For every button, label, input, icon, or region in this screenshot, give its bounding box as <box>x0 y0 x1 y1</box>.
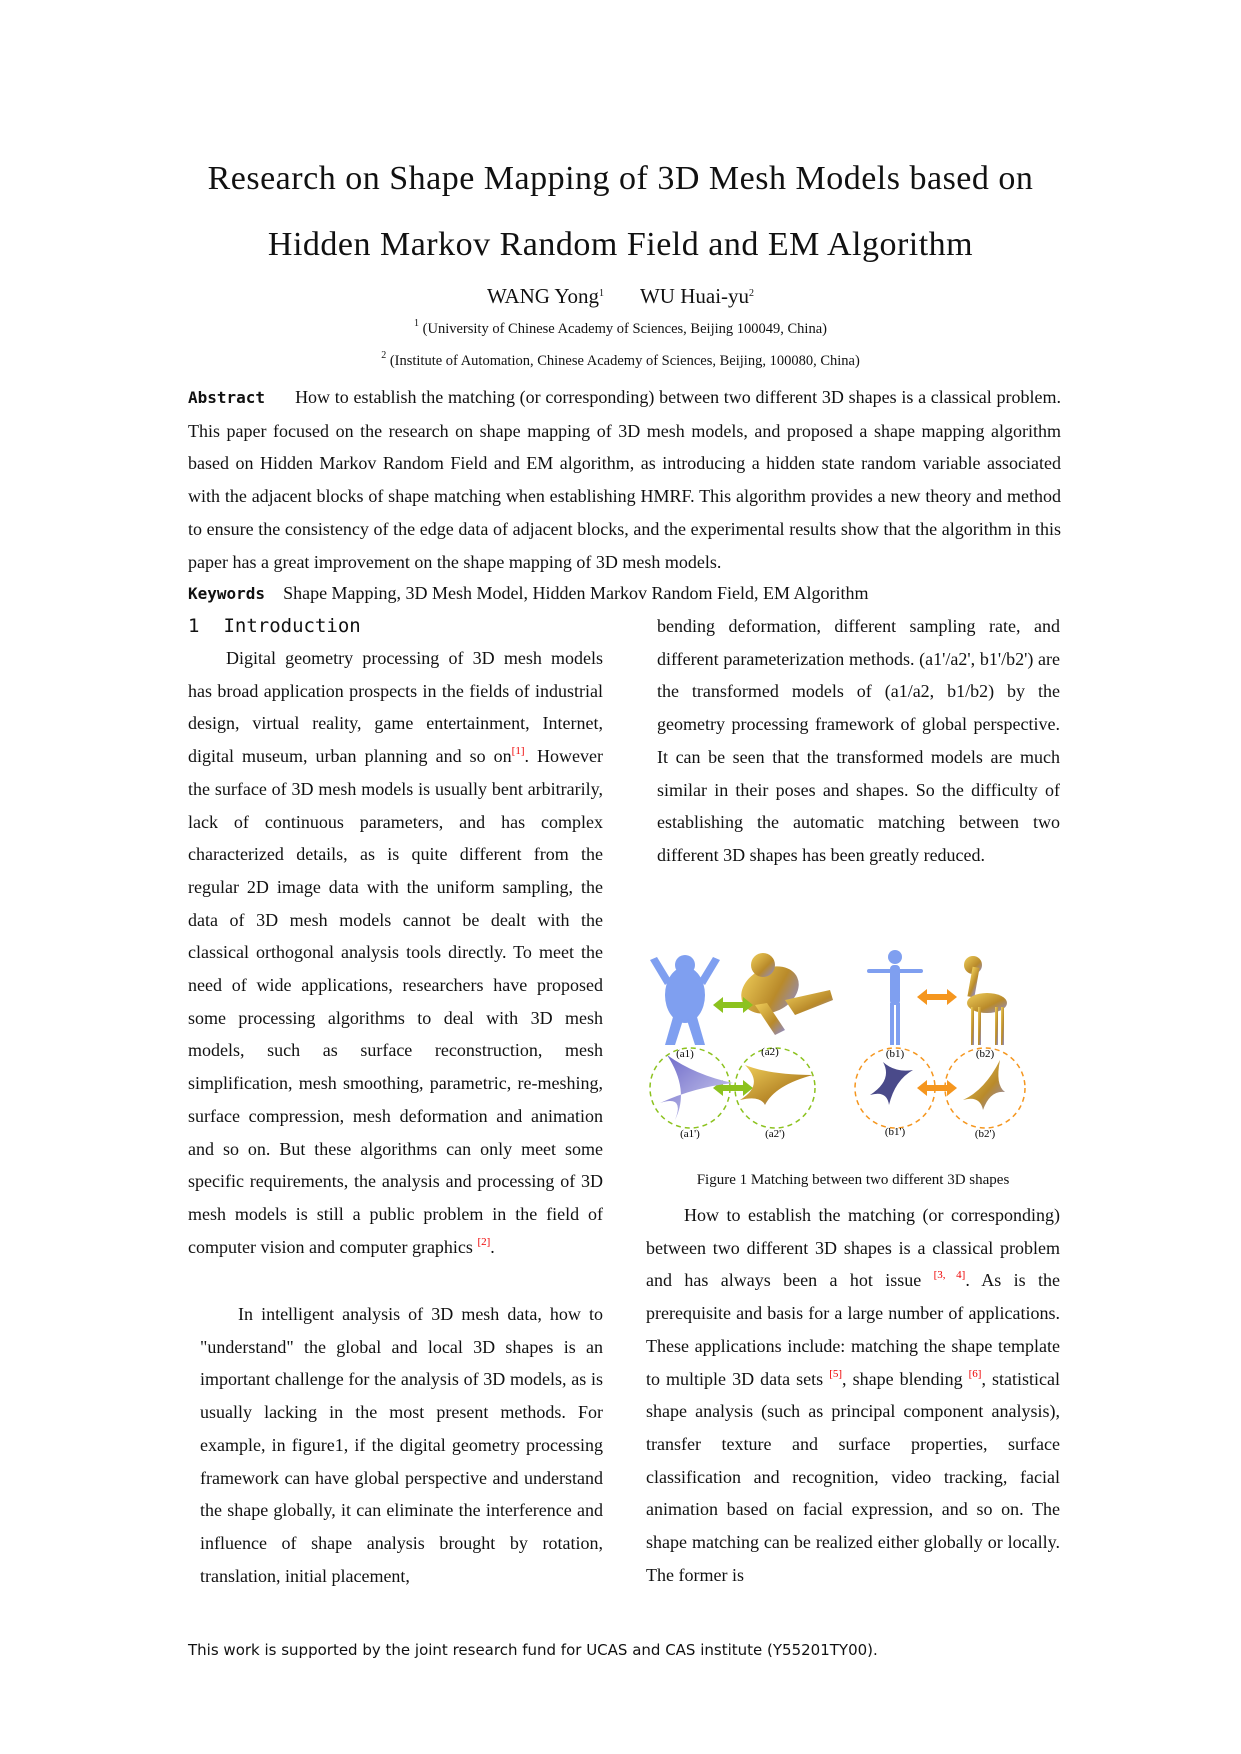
transformed-shape-b1 <box>870 1062 913 1105</box>
keywords <box>188 577 1061 611</box>
section-number: 1 <box>188 615 200 637</box>
citation-ref[interactable]: [5] <box>829 1367 843 1380</box>
model-b1-human <box>867 950 923 1045</box>
section-heading <box>188 610 361 643</box>
figure-label: (a1) <box>676 1048 694 1060</box>
model-b2-deer <box>964 956 1007 1045</box>
affiliation-2 <box>0 350 1241 370</box>
section-title: Introduction <box>223 615 361 637</box>
paragraph-text: How to establish the matching (or corresponding) between two different 3D shapes is a classical problem and has always been a hot issue <box>646 1205 1060 1291</box>
affiliation-text: (Institute of Automation, Chinese Academy of Sciences, Beijing, 100080, China) <box>389 353 860 369</box>
author-name: WU Huai-yu <box>639 284 750 308</box>
figure-label: (a2) <box>761 1046 779 1058</box>
figure-label: (b1') <box>884 1126 906 1138</box>
figure-label: (b2) <box>975 1048 995 1060</box>
paragraph-right-1 <box>657 610 1060 872</box>
paragraph-text: Digital geometry processing of 3D mesh models has broad application prospects in the fields of industrial design, virtual reality, game entertainment, Internet, digital museum, urban planning and so on <box>188 648 603 767</box>
paragraph-text: . However the surface of 3D mesh models is usually bent arbitrarily, lack of continuous parameters, and has complex characterized details, as is quite different from the regular 2D image data with the uniform sampling, the data of 3D mesh models cannot be dealt with the classical orthogonal analysis tools directly. To meet the need of wide applications, researchers have proposed some processing algorithms to deal with 3D mesh models, such as surface reconstruction, mesh simplification, mesh smoothing, parametric, re-meshing, surface compression, mesh deformation and animation and so on. But these algorithms can only meet some specific requirements, the analysis and processing of 3D mesh models is still a public problem in the field of computer vision and computer graphics <box>188 746 603 1257</box>
affiliation-sup: 1 <box>414 318 420 329</box>
paper-title-line-1: Research on Shape Mapping of 3D Mesh Models based on <box>207 160 1034 197</box>
affiliation-sup: 2 <box>381 350 387 361</box>
keywords-text: Shape Mapping, 3D Mesh Model, Hidden Markov Random Field, EM Algorithm <box>283 583 869 603</box>
figure-label: (b1) <box>885 1048 905 1060</box>
affiliation-text: (University of Chinese Academy of Sciences, Beijing 100049, China) <box>422 321 827 337</box>
abstract <box>188 381 1061 578</box>
citation-ref[interactable]: [1] <box>511 745 525 758</box>
transformed-shape-a2 <box>740 1065 813 1105</box>
funding-footnote: This work is supported by the joint research fund for UCAS and CAS institute (Y55201TY00). <box>188 1641 878 1659</box>
abstract-text: How to establish the matching (or corresponding) between two different 3D shapes is a classical problem. This paper focused on the research on shape mapping of 3D mesh models, and proposed a shape mapping algorithm based on Hidden Markov Random Field and EM algorithm, as introducing a hidden state random variable associated with the adjacent blocks of shape matching when establishing HMRF. This algorithm provides a new theory and method to ensure the consistency of the edge data of adjacent blocks, and the experimental results show that the algorithm in this paper has a great improvement on the shape mapping of 3D mesh models. <box>188 387 1061 572</box>
paragraph-left-1 <box>188 642 603 1263</box>
figure-caption: Figure 1 Matching between two different 3D shapes <box>696 1172 1010 1188</box>
paragraph-text: In intelligent analysis of 3D mesh data, how to "understand" the global and local 3D shapes is an important challenge for the analysis of 3D models, as is usually lacking in the most present methods. For example, in figure1, if the digital geometry processing framework can have global perspective and understand the shape globally, it can eliminate the interference and influence of shape analysis brought by rotation, translation, initial placement, <box>200 1304 603 1586</box>
model-a2-armadillo-pose <box>734 953 833 1035</box>
paragraph-text: , shape blending <box>842 1368 969 1389</box>
paper-title-line-2: Hidden Markov Random Field and EM Algorithm <box>267 226 974 263</box>
affiliation-1 <box>0 318 1241 338</box>
transformed-shape-b2 <box>963 1060 1005 1110</box>
paragraph-text: , statistical shape analysis (such as principal component analysis), transfer texture and surface properties, surface classification and recognition, video tracking, facial animation based on facial expression, and so on. The shape matching can be realized either globally or locally. The former is <box>646 1368 1060 1585</box>
paragraph-text: . As is the prerequisite and basis for a large number of applications. These applications include: matching the shape template to multiple 3D data sets <box>646 1270 1061 1389</box>
double-arrow-icon <box>917 989 957 1005</box>
double-arrow-icon <box>917 1080 957 1096</box>
model-a1-armadillo <box>650 955 720 1045</box>
citation-ref[interactable]: [2] <box>477 1235 491 1248</box>
citation-ref[interactable]: [6] <box>968 1367 982 1380</box>
paragraph-right-2 <box>646 1199 1060 1591</box>
author-sup: 1 <box>598 288 604 299</box>
author-sup: 2 <box>749 288 755 299</box>
author-name: WANG Yong <box>486 284 599 308</box>
figure-label: (b2') <box>974 1128 996 1140</box>
paragraph-left-2 <box>200 1298 603 1592</box>
authors <box>0 284 1241 309</box>
keywords-label: Keywords <box>188 584 266 603</box>
figure-label: (a2') <box>765 1128 785 1140</box>
citation-ref[interactable]: [3, 4] <box>933 1269 966 1282</box>
paragraph-text: bending deformation, different sampling rate, and different parameterization methods. (a1'/a2', b1'/b2') are the transformed models of (a1/a2, b1/b2) by the geometry processing framework of global perspective. It can be seen that the transformed models are much similar in their poses and shapes. So the difficulty of establishing the automatic matching between two different 3D shapes has been greatly reduced. <box>657 616 1060 865</box>
figure-label: (a1') <box>680 1128 700 1140</box>
paragraph-text: . <box>490 1236 495 1257</box>
figure-1 <box>645 945 1065 1160</box>
abstract-label: Abstract <box>188 388 266 407</box>
